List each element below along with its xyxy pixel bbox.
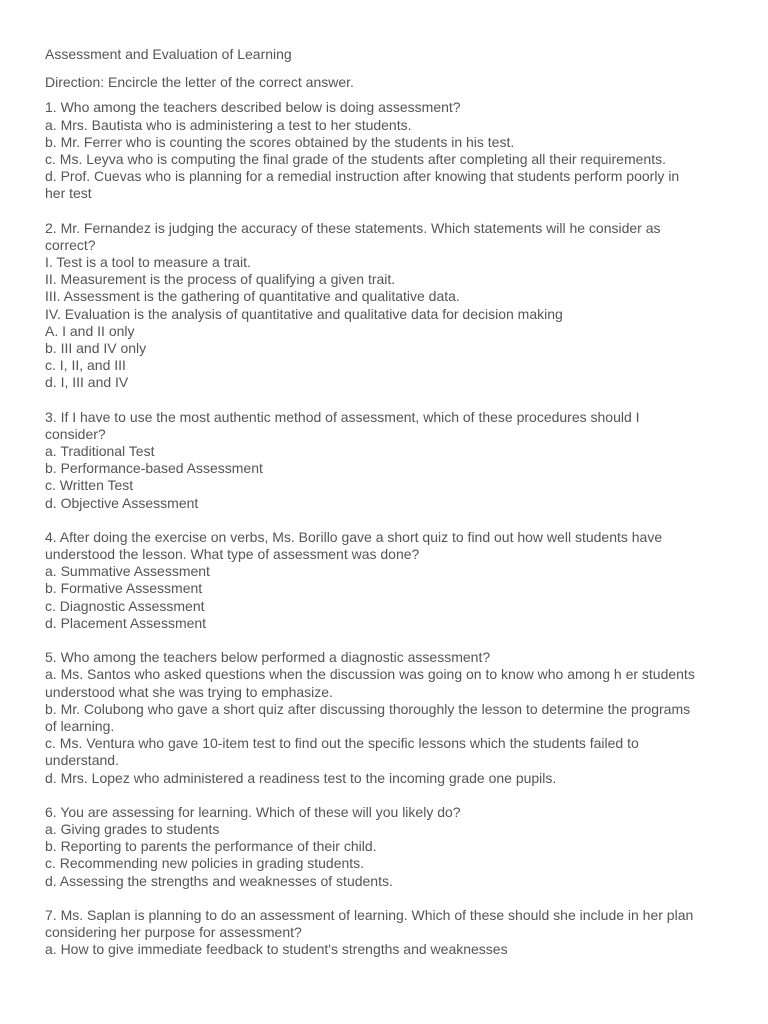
question-text-line: her test <box>45 185 92 202</box>
question-text-line: understood what she was trying to emphasize. <box>45 683 333 700</box>
question-text-line: c. Diagnostic Assessment <box>45 597 205 614</box>
question-text-line: c. I, II, and III <box>45 357 126 374</box>
question-text-line: a. Traditional Test <box>45 443 155 460</box>
question-text-line: d. Prof. Cuevas who is planning for a remedial instruction after knowing that students perform poorly in <box>45 168 680 185</box>
question-block <box>45 529 728 632</box>
question-text-line: of learning. <box>45 717 115 734</box>
question-block <box>45 220 728 392</box>
question-text-line: b. III and IV only <box>45 340 147 357</box>
question-text-line: d. Assessing the strengths and weaknesses of students. <box>45 872 393 889</box>
question-block <box>45 409 728 512</box>
question-stem-line: 1. Who among the teachers described below is doing assessment? <box>45 99 461 116</box>
question-stem-line: 2. Mr. Fernandez is judging the accuracy of these statements. Which statements will he consider as <box>45 219 661 236</box>
question-stem-line: 6. You are assessing for learning. Which of these will you likely do? <box>45 803 461 820</box>
question-text-line: d. Placement Assessment <box>45 614 207 631</box>
question-text-line: a. How to give immediate feedback to student's strengths and weaknesses <box>45 941 508 958</box>
question-text-line: understand. <box>45 752 119 769</box>
question-text-line: c. Ms. Leyva who is computing the final grade of the students after completing all their requirements. <box>45 151 666 168</box>
question-text-line: correct? <box>45 236 96 253</box>
question-text-line: c. Written Test <box>45 477 134 494</box>
question-text-line: I. Test is a tool to measure a trait. <box>45 254 251 271</box>
question-text-line: a. Giving grades to students <box>45 820 220 837</box>
question-text-line: b. Mr. Ferrer who is counting the scores obtained by the students in his test. <box>45 133 515 150</box>
document-title: Assessment and Evaluation of Learning <box>45 46 292 62</box>
question-block <box>45 804 728 890</box>
question-text-line: consider? <box>45 425 106 442</box>
document-direction: Direction: Encircle the letter of the correct answer. <box>45 74 354 91</box>
question-list <box>45 99 728 958</box>
question-block <box>45 99 728 202</box>
question-text-line: II. Measurement is the process of qualifying a given trait. <box>45 271 396 288</box>
question-stem-line: 4. After doing the exercise on verbs, Ms. Borillo gave a short quiz to find out how well students have <box>45 528 663 545</box>
question-text-line: c. Ms. Ventura who gave 10-item test to find out the specific lessons which the students failed to <box>45 735 639 752</box>
question-text-line: a. Mrs. Bautista who is administering a test to her students. <box>45 116 412 133</box>
question-text-line: b. Reporting to parents the performance of their child. <box>45 838 377 855</box>
question-text-line: d. Objective Assessment <box>45 494 199 511</box>
question-block <box>45 649 728 787</box>
question-text-line: a. Summative Assessment <box>45 563 210 580</box>
question-text-line: considering her purpose for assessment? <box>45 923 302 940</box>
question-text-line: d. Mrs. Lopez who administered a readiness test to the incoming grade one pupils. <box>45 769 557 786</box>
question-text-line: b. Performance-based Assessment <box>45 460 263 477</box>
question-text-line: understood the lesson. What type of assessment was done? <box>45 546 420 563</box>
question-text-line: a. Ms. Santos who asked questions when the discussion was going on to know who among h er students <box>45 666 695 683</box>
question-stem-line: 5. Who among the teachers below performed a diagnostic assessment? <box>45 649 491 666</box>
question-stem-line: 3. If I have to use the most authentic method of assessment, which of these procedures should I <box>45 408 640 425</box>
question-text-line: b. Mr. Colubong who gave a short quiz after discussing thoroughly the lesson to determine the programs <box>45 700 691 717</box>
question-text-line: b. Formative Assessment <box>45 580 203 597</box>
question-stem-line: 7. Ms. Saplan is planning to do an assessment of learning. Which of these should she include in her plan <box>45 906 694 923</box>
question-text-line: A. I and II only <box>45 322 135 339</box>
question-text-line: III. Assessment is the gathering of quantitative and qualitative data. <box>45 288 460 305</box>
question-text-line: IV. Evaluation is the analysis of quantitative and qualitative data for decision making <box>45 305 563 322</box>
question-text-line: c. Recommending new policies in grading students. <box>45 855 365 872</box>
question-text-line: d. I, III and IV <box>45 374 129 391</box>
question-block <box>45 907 728 959</box>
